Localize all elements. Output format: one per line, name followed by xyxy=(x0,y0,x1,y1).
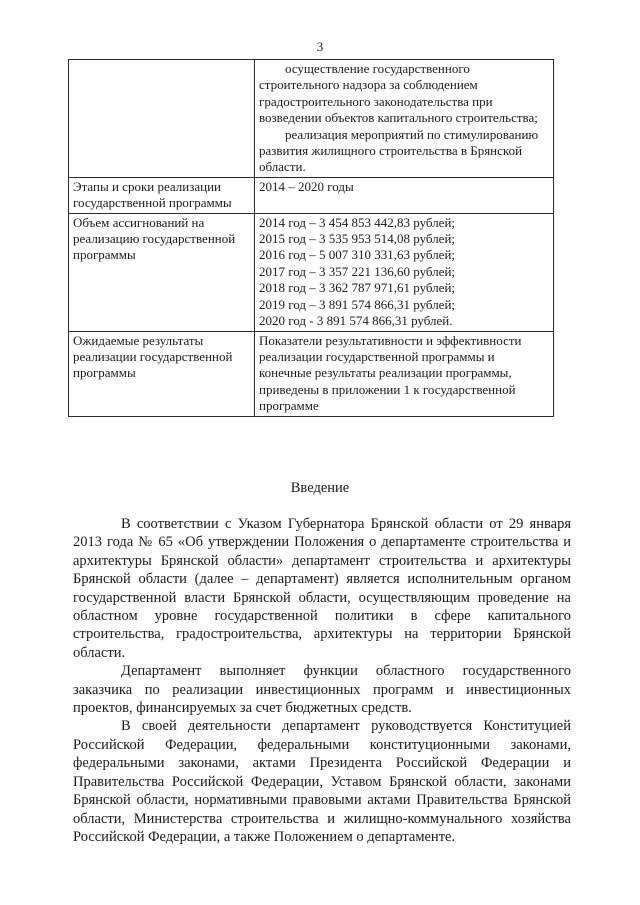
text-line: реализация мероприятий по стимулированию развития жилищного строительства в Брянской области. xyxy=(259,126,539,175)
table-cell-label: Объем ассигнований на реализацию государственной программы xyxy=(69,213,255,331)
table-row-funding xyxy=(69,213,554,331)
funding-line: 2016 год – 5 007 310 331,63 рублей; xyxy=(259,247,456,263)
table-row-stages xyxy=(69,177,554,213)
table-cell-value: Показатели результативности и эффективности реализации государственной программы и конечные результаты реализации программы, приведены в приложении 1 к государственной программе xyxy=(255,331,554,416)
table-cell-label xyxy=(69,60,255,178)
funding-line: 2014 год – 3 454 853 442,83 рублей; xyxy=(259,214,456,230)
body-text xyxy=(73,515,571,846)
table-cell-label: Ожидаемые результаты реализации государственной программы xyxy=(69,331,255,416)
table-cell-value xyxy=(255,60,554,178)
text-line: осуществление государственного строительного надзора за соблюдением градостроительного законодательства при возведении объектов капитального строительства; xyxy=(259,61,538,126)
table-row-results xyxy=(69,331,554,416)
funding-line: 2018 год – 3 362 787 971,61 рублей; xyxy=(259,280,456,296)
funding-line: 2015 год – 3 535 953 514,08 рублей; xyxy=(259,231,456,247)
program-passport-table xyxy=(68,59,554,417)
table-cell-label: Этапы и сроки реализации государственной программы xyxy=(69,177,255,213)
funding-line: 2020 год - 3 891 574 866,31 рублей. xyxy=(259,313,453,329)
page-number: 3 xyxy=(316,39,324,54)
table-cell-value: 2014 – 2020 годы xyxy=(255,177,554,213)
table-cell-value xyxy=(255,213,554,331)
funding-line: 2017 год – 3 357 221 136,60 рублей; xyxy=(259,263,456,279)
paragraph: В соответствии с Указом Губернатора Брянской области от 29 января 2013 года № 65 «Об утверждении Положения о департаменте строительства и архитектуры Брянской области» департамент строительства и архитектуры Брянской области (далее – департамент) является исполнительным органом государственной власти Брянской области, осуществляющим проведение на областном уровне государственной политики в сфере капитального строительства, градостроительства, архитектуры на территории Брянской области. xyxy=(73,516,571,661)
paragraph: Департамент выполняет функции областного государственного заказчика по реализации инвестиционных программ и инвестиционных проектов, финансируемых за счет бюджетных средств. xyxy=(73,663,571,717)
table-row-continuation xyxy=(69,60,554,178)
paragraph: В своей деятельности департамент руководствуется Конституцией Российской Федерации, федеральными конституционными законами, федеральными законами, актами Президента Российской Федерации и Правительства Российской Федерации, Уставом Брянской области, законами Брянской области, нормативными правовыми актами Правительства Брянской области, Министерства строительства и жилищно-коммунального хозяйства Российской Федерации, а также Положением о департаменте. xyxy=(73,718,571,845)
funding-line: 2019 год – 3 891 574 866,31 рублей; xyxy=(259,296,456,312)
section-heading: Введение xyxy=(290,480,350,496)
